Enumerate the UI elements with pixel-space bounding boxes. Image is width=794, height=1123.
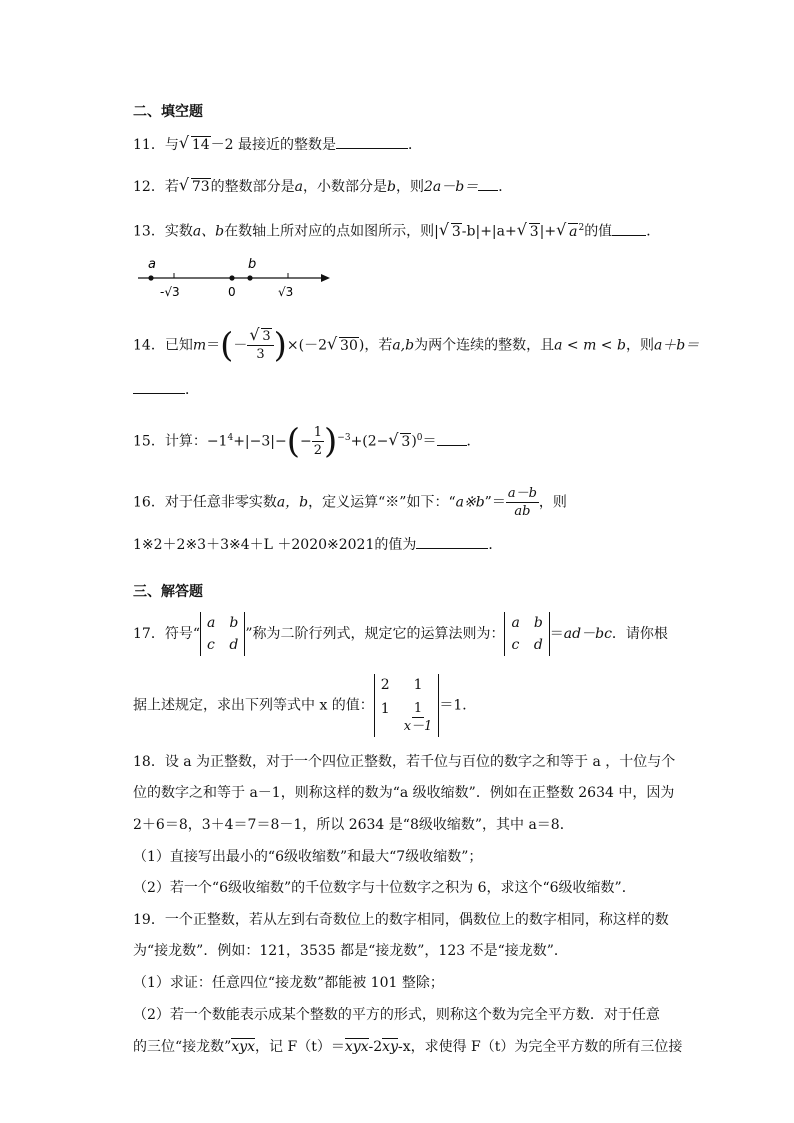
section-heading-answers: 三、解答题: [133, 584, 203, 600]
determinant-rule: a b c d: [504, 612, 549, 656]
question-18-line-2: 位的数字之和等于 a－1，则称这样的数为“a 级收缩数”．例如在正整数 2634 中，因为: [133, 785, 675, 801]
fraction-one-half: $\frac{1}{2}$: [313, 425, 323, 458]
fraction-sqrt3-over-3: √ $\frac{3}{3}$: [247, 328, 273, 363]
question-15: 15．计算：$-1^4+|-3|-(-$ $\frac{1}{2}$ )$^{-3}$+(2−√ 3)$^0$＝ ．: [133, 424, 481, 459]
section-heading-fill-in: 二、填空题: [133, 104, 203, 120]
question-14: 14．已知m＝(－ √ $\frac{3}{3}$ )×(－2√ 30)，若a,b为两个连续的整数，且a < m < b，则a＋b＝: [133, 328, 699, 363]
point-zero: [229, 275, 234, 280]
question-13: 13．实数a、b在数轴上所对应的点如图所示，则|√ 3-b|+|a+√ 3|+√ $a^2$的值 ．: [133, 218, 660, 242]
question-18-part-2: （2）若一个“6级收缩数”的千位数字与十位数字之积为 6，求这个“6级收缩数”．: [133, 880, 636, 896]
question-19-line-2: 为“接龙数”．例如：121，3535 都是“接龙数”，123 不是“接龙数”．: [133, 943, 568, 959]
question-18-line-3: 2＋6＝8，3＋4＝7＝8－1，所以 2634 是“8级收缩数”，其中 a＝8．: [133, 817, 574, 833]
determinant-symbol: a b c d: [200, 612, 245, 656]
answer-blank: [612, 223, 646, 236]
question-17: 17．符号“ a b c d ”称为二阶行列式，规定它的运算法则为： a b c d ＝ad－bc．请你根: [133, 612, 668, 656]
question-12: 12．若√ 73的整数部分是a，小数部分是b，则2a－b＝ ．: [133, 177, 512, 197]
sqrt-14: √ 14: [179, 135, 211, 155]
question-16-cont: 1※2＋2※3＋3※4＋L ＋2020※2021的值为 ．: [133, 537, 503, 553]
question-19-line-1: 19．一个正整数，若从左到右奇数位上的数字相同，偶数位上的数字相同，称这样的数: [133, 912, 669, 928]
question-19-part-2-cont: 的三位“接龙数”xyx，记 F（t）＝xyx-2xy-x，求使得 F（t）为完全平方数的所有三位接: [133, 1039, 683, 1055]
answer-blank: [478, 178, 498, 191]
determinant-equation: 2 1 1 $\frac{1}{x-1}$: [374, 674, 440, 737]
sqrt-73: √ 73: [179, 177, 211, 197]
question-14-cont: ．: [133, 380, 199, 400]
label-zero: 0: [228, 285, 236, 299]
label-b: b: [248, 257, 257, 272]
question-17-cont: 据上述规定，求出下列等式中 x 的值： 2 1 1 $\frac{1}{x-1}$ ＝1．: [133, 674, 476, 737]
arrow-icon: [321, 274, 330, 282]
number-line-figure: [128, 250, 338, 302]
question-16: 16．对于任意非零实数a，b，定义运算“※”如下：“a※b”＝ $\frac{a-b}{ab}$ ，则: [133, 486, 567, 519]
answer-blank: [133, 381, 185, 394]
label-a: a: [148, 257, 156, 272]
fraction-operation: $\frac{a-b}{ab}$: [507, 486, 537, 519]
point-b: [247, 275, 252, 280]
label-pos-sqrt3: √3: [278, 285, 294, 299]
answer-blank: [437, 433, 467, 446]
answer-blank: [336, 136, 408, 149]
question-18-part-1: （1）直接写出最小的“6级收缩数”和最大“7级收缩数”；: [133, 849, 483, 865]
answer-blank: [416, 536, 488, 549]
question-18-line-1: 18．设 a 为正整数，对于一个四位正整数，若千位与百位的数字之和等于 a ，十位与个: [133, 754, 676, 770]
point-a: [148, 275, 153, 280]
label-neg-sqrt3: -√3: [160, 285, 180, 299]
question-19-part-2: （2）若一个数能表示成某个整数的平方的形式，则称这个数为完全平方数．对于任意: [133, 1007, 660, 1023]
question-11: 11．与√ 14－2 最接近的整数是 ．: [133, 135, 422, 155]
question-19-part-1: （1）求证：任意四位“接龙数”都能被 101 整除；: [133, 975, 444, 991]
